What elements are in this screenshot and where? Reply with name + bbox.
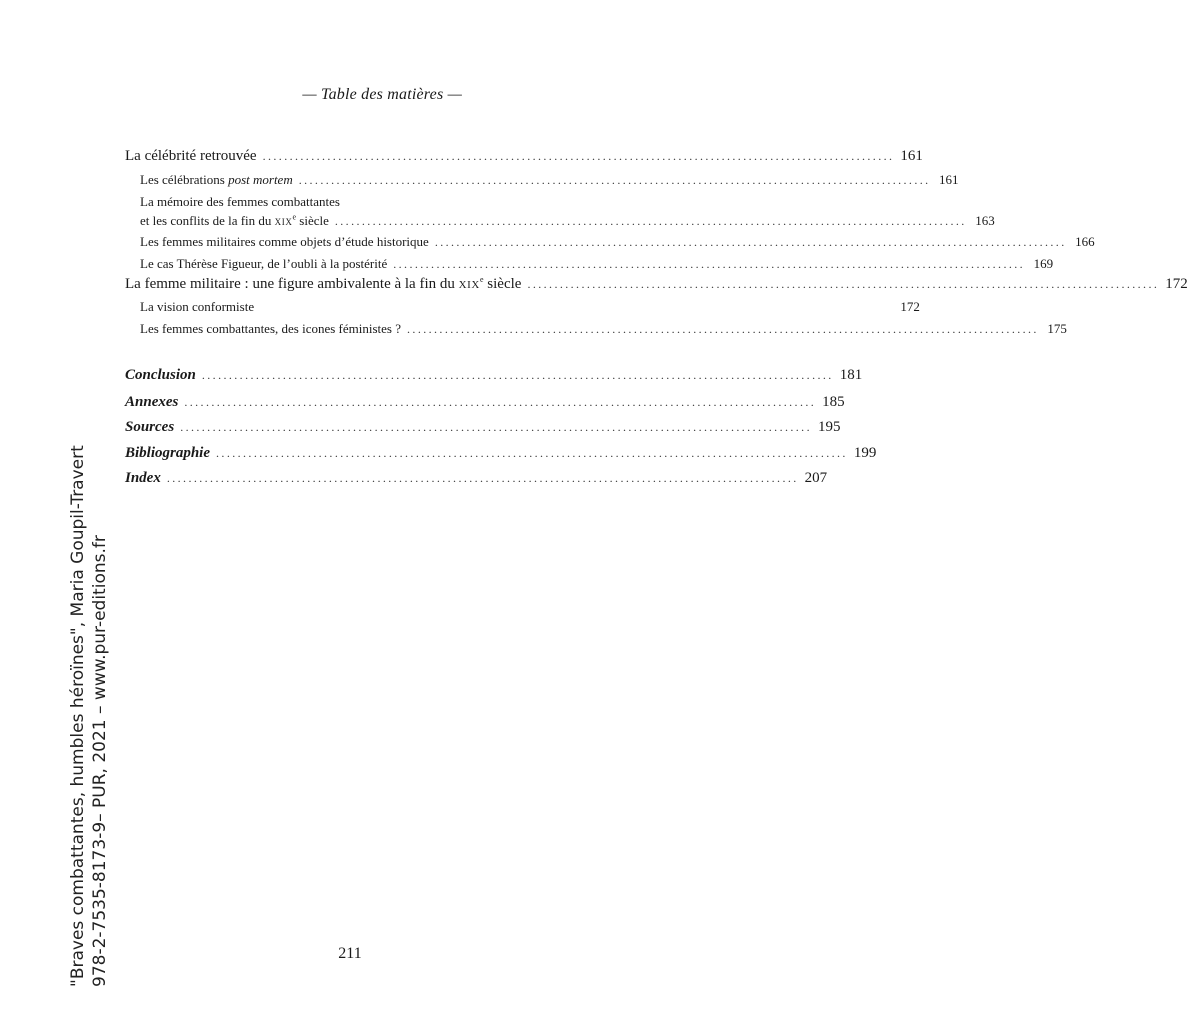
dot-leader: ..................................................................................................................... xyxy=(201,368,834,382)
toc-entry-page: 181 xyxy=(839,367,863,383)
toc-entry-memoire-line1[interactable]: La mémoire des femmes combattantes xyxy=(140,194,340,209)
toc-entry-page: 161 xyxy=(939,172,959,187)
superscript: e xyxy=(292,212,297,222)
toc-entry-page: 172 xyxy=(1165,276,1188,292)
toc-title-text: La femme militaire : une figure ambivalente à la fin du xyxy=(125,276,459,292)
toc-entry-index[interactable] xyxy=(125,470,828,487)
toc-entry-page: 175 xyxy=(1047,321,1067,336)
toc-entry-annexes[interactable] xyxy=(125,394,845,411)
side-copyright-note xyxy=(67,445,111,987)
dot-leader: ..................................................................................................................... xyxy=(180,420,812,434)
toc-entry-title: Annexes xyxy=(125,394,179,410)
toc-title-text: et les conflits de la fin du xyxy=(140,213,275,228)
toc-entry-figueur[interactable] xyxy=(125,256,1054,272)
toc-entry-title: La vision conformiste xyxy=(140,299,255,314)
toc-entry-vision[interactable] xyxy=(125,299,920,315)
toc-entry-page: 161 xyxy=(900,148,923,164)
superscript: e xyxy=(479,275,484,284)
dot-leader: ..................................................................................................................... xyxy=(407,322,1039,336)
dot-leader: ..................................................................................................................... xyxy=(216,446,848,460)
dot-leader: ..................................................................................................................... xyxy=(298,173,931,187)
dot-leader: ..................................................................................................................... xyxy=(184,395,817,409)
toc-title-text: siècle xyxy=(296,213,329,228)
toc-entry-title: Le cas Thérèse Figueur, de l’oubli à la postérité xyxy=(140,256,388,271)
toc-entry-objets-etude[interactable] xyxy=(125,234,1095,250)
toc-entry-page: 166 xyxy=(1075,234,1095,249)
toc-entry-memoire-line2[interactable] xyxy=(125,212,995,229)
running-head: — Table des matières — xyxy=(302,86,462,103)
century-numeral: xix xyxy=(274,213,293,228)
toc-entry-page: 199 xyxy=(853,445,877,461)
dot-leader: ..................................................................................................................... xyxy=(334,214,967,228)
toc-entry-title: Les femmes combattantes, des icones féministes ? xyxy=(140,321,402,336)
toc-entry-page: 172 xyxy=(900,299,920,314)
toc-entry-page: 185 xyxy=(822,394,845,410)
dot-leader: ..................................................................................................................... xyxy=(166,471,799,485)
side-note-line2: 978-2-7535-8173-9– PUR, 2021 – www.pur-editions.fr xyxy=(90,535,110,987)
toc-entry-page: 195 xyxy=(818,419,841,435)
toc-entry-title xyxy=(125,276,521,293)
toc-entry-title: Bibliographie xyxy=(125,445,211,461)
dot-leader: ..................................................................................................................... xyxy=(393,257,1026,271)
toc-entry-title xyxy=(140,213,329,229)
toc-entry-celebrations[interactable] xyxy=(125,172,959,188)
toc-entry-sources[interactable] xyxy=(125,419,841,436)
side-note-line1: "Braves combattantes, humbles héroïnes", Maria Goupil-Travert xyxy=(68,445,88,987)
dot-leader: ..................................................................................................................... xyxy=(262,149,895,163)
toc-title-emphasis: post mortem xyxy=(228,172,293,187)
toc-entry-page: 163 xyxy=(975,213,995,228)
toc-entry-title: Conclusion xyxy=(125,367,196,383)
toc-entry-celebrite[interactable] xyxy=(125,148,923,165)
toc-title-text: Les célébrations xyxy=(140,172,229,187)
toc-entry-title: Index xyxy=(125,470,161,486)
toc-entry-title: La célébrité retrouvée xyxy=(125,148,257,164)
dot-leader: ..................................................................................................................... xyxy=(434,235,1067,249)
century-numeral: xix xyxy=(458,276,480,292)
toc-entry-bibliographie[interactable] xyxy=(125,445,877,462)
toc-entry-page: 169 xyxy=(1033,256,1054,271)
toc-title-text: siècle xyxy=(483,276,522,292)
toc-entry-femme-militaire[interactable] xyxy=(125,275,1188,293)
toc-entry-icones[interactable] xyxy=(125,321,1067,337)
toc-entry-title: Les femmes militaires comme objets d’étude historique xyxy=(140,234,429,249)
toc-entry-title: Sources xyxy=(125,419,175,435)
toc-entry-title xyxy=(140,172,293,188)
dot-leader: ..................................................................................................................... xyxy=(527,277,1160,291)
page-number: 211 xyxy=(338,945,362,962)
toc-entry-conclusion[interactable] xyxy=(125,367,863,384)
toc-entry-page: 207 xyxy=(804,470,828,486)
